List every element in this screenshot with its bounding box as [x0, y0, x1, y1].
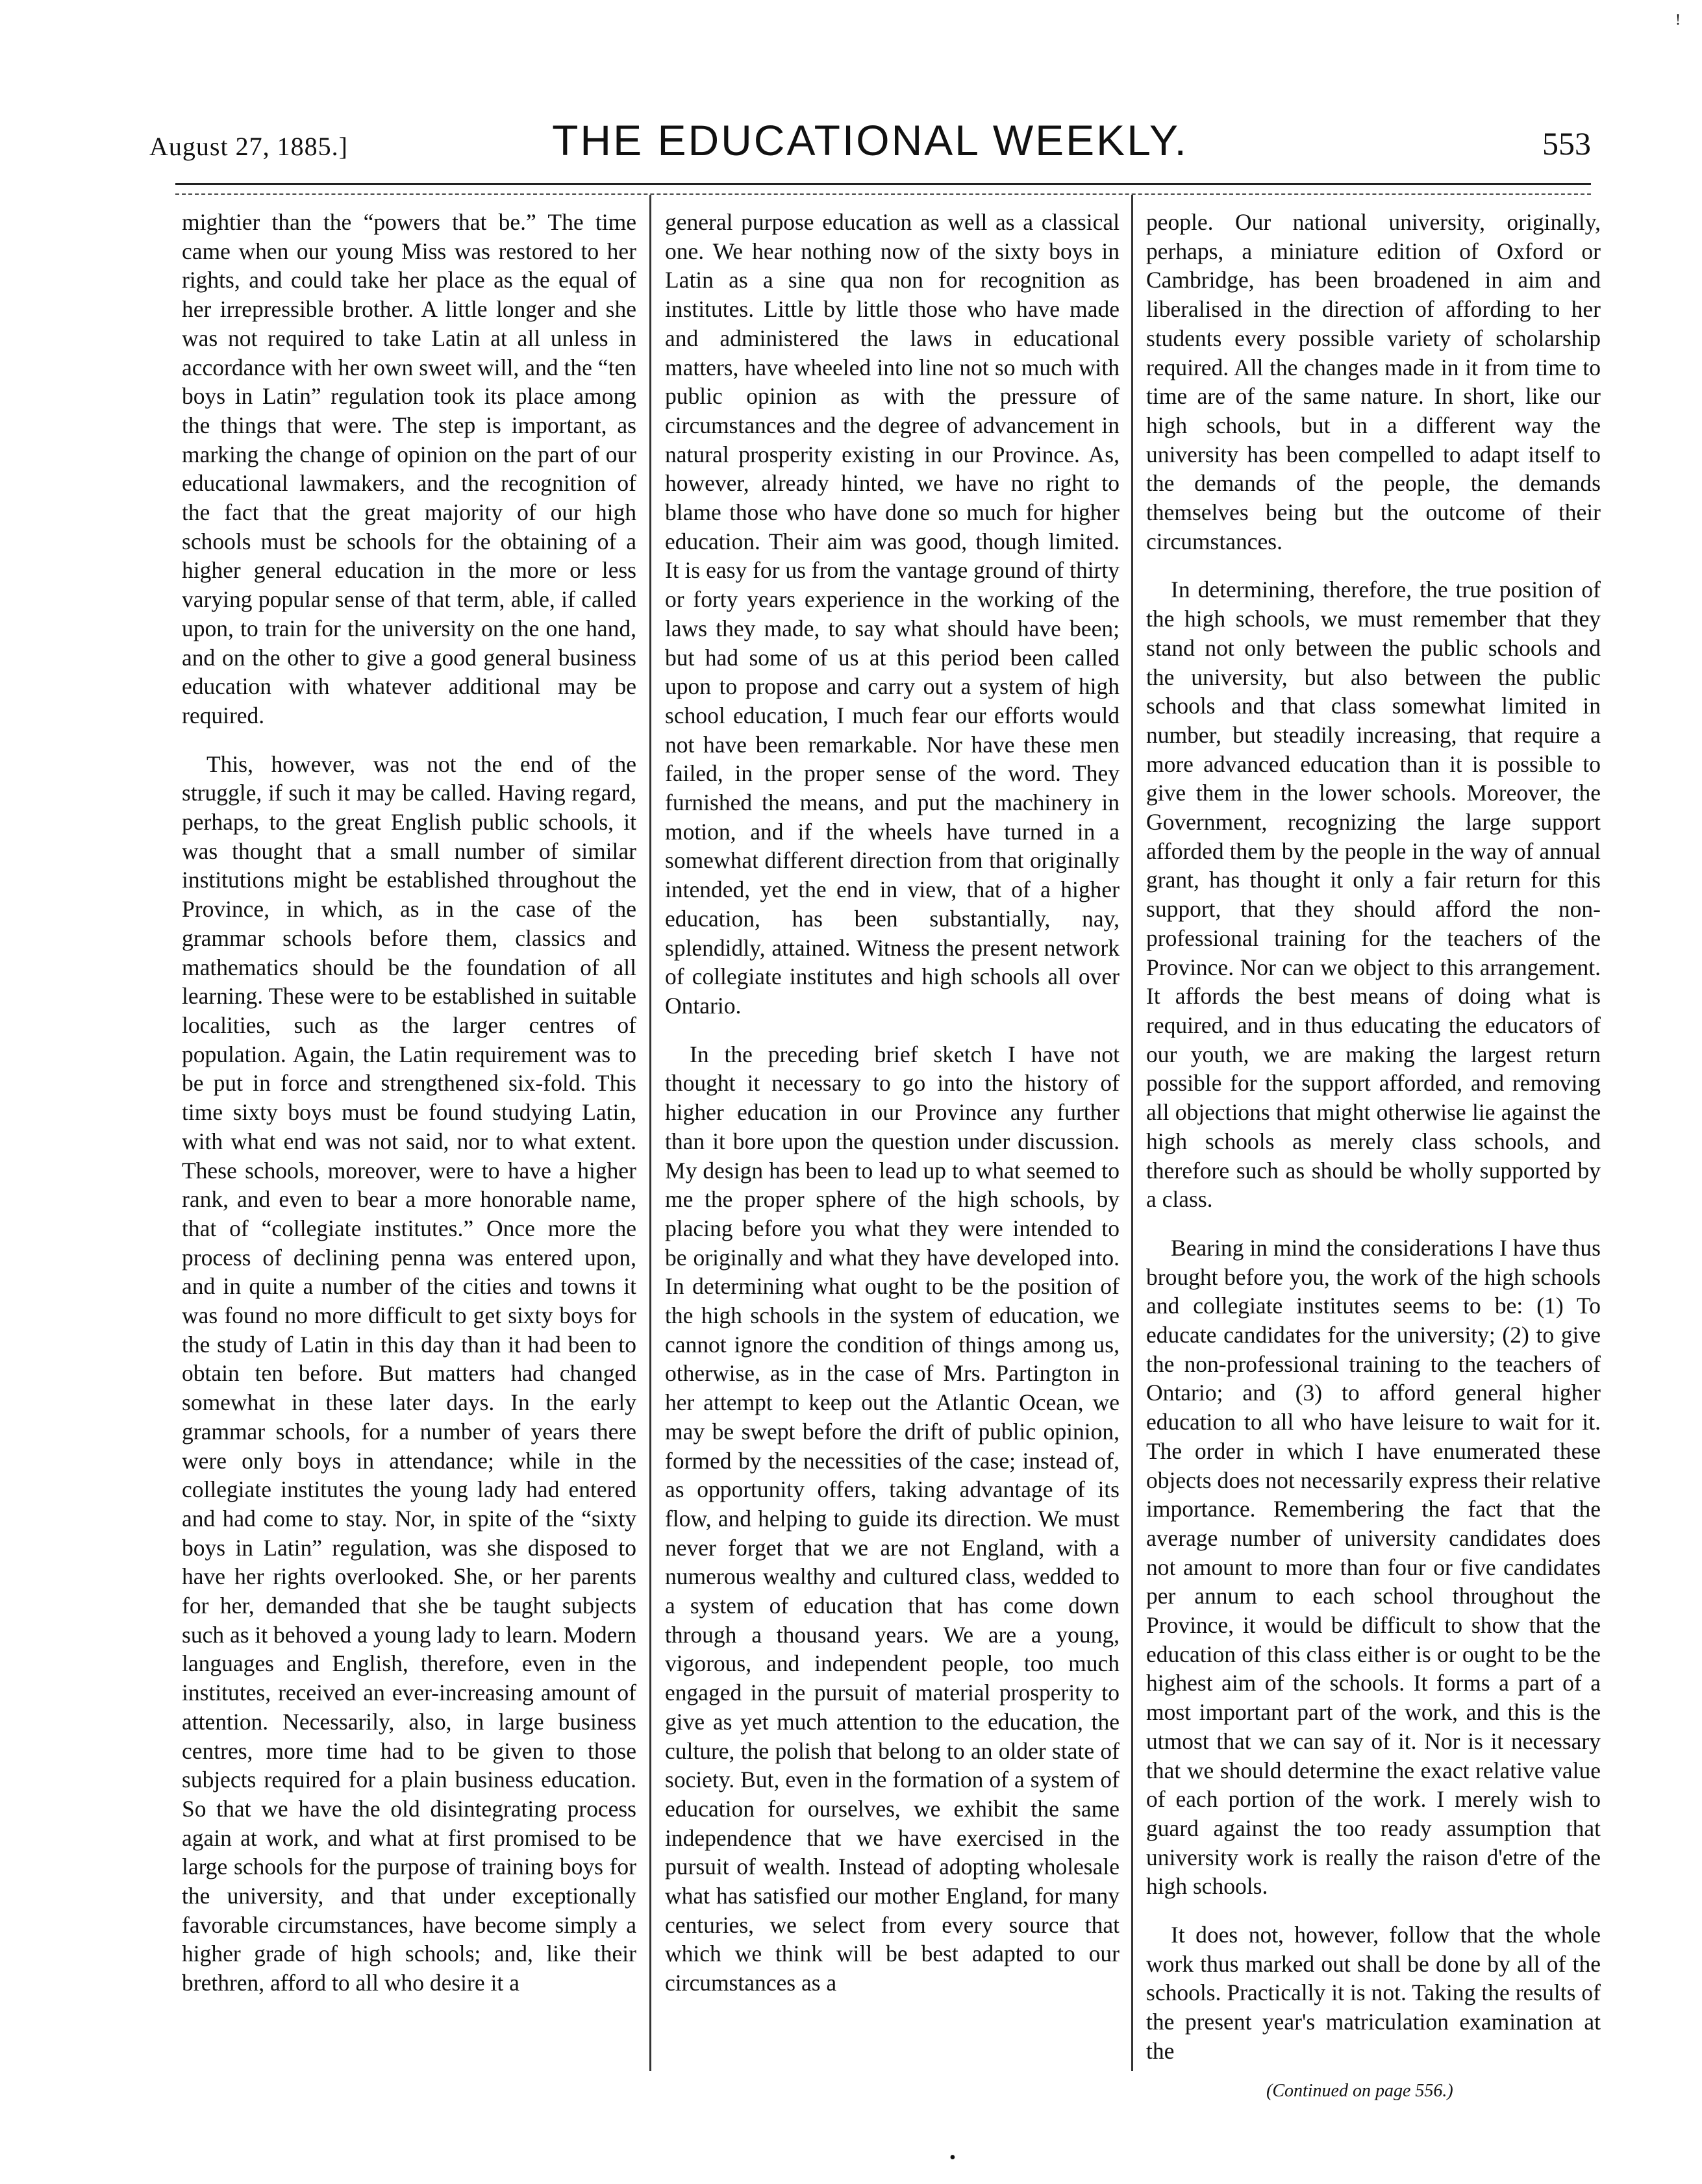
header-rule: [175, 183, 1591, 185]
paragraph: mightier than the “powers that be.” The time came when our young Miss was restored to her rights, and could take her place as the equal of her irrepressible brother. A little longer and she was not required to take Latin at all unless in accordance with her own sweet will, and the “ten boys in Latin” regulation took its place among the things that were. The step is important, as marking the change of opinion on the part of our educational lawmakers, and the recognition of the fact that the great majority of our high schools must be schools for the obtaining of a higher general education in the more or less varying popular sense of that term, able, if called upon, to train for the university on the one hand, and on the other to give a good general business education with whatever additional may be required.: [182, 209, 636, 728]
paragraph: It does not, however, follow that the whole work thus marked out shall be done by all of the schools. Practically it is not. Taking the results of the present year's matriculation examination at the: [1146, 1922, 1601, 2064]
print-speck: •: [949, 2148, 956, 2168]
column-divider: [1131, 195, 1133, 2071]
paragraph: This, however, was not the end of the struggle, if such it may be called. Having regard, perhaps, to the great English public schools, it was thought that a small number of similar institutions might be established throughout the Province, in which, as in the case of the grammar schools before them, classics and mathematics should be the foundation of all learning. These were to be established in suitable localities, such as the larger centres of population. Again, the Latin requirement was to be put in force and strengthened six-fold. This time sixty boys must be found studying Latin, with what end was not said, nor to what extent. These schools, moreover, were to have a higher rank, and even to bear a more honorable name, that of “collegiate institutes.” Once more the process of declining penna was entered upon, and in quite a number of the cities and towns it was found no more difficult to get sixty boys for the study of Latin in this day than it had been to obtain ten before. But matters had changed somewhat in these later days. In the early grammar schools, for a number of years there were only boys in attendance; while in the collegiate institutes the young lady had entered and had come to stay. Nor, in spite of the “sixty boys in Latin” regulation, was she disposed to have her rights overlooked. She, or her parents for her, demanded that she be taught subjects such as it behoved a young lady to learn. Modern languages and English, therefore, even in the institutes, received an ever-increasing amount of attention. Necessarily, also, in large business centres, more time had to be given to those subjects required for a plain business education. So that we have the old disintegrating process again at work, and what at first promised to be large schools for the purpose of training boys for the university, and that under exceptionally favorable circumstances, have become simply a higher grade of high schools; and, like their brethren, afford to all who desire it a: [182, 751, 636, 1996]
issue-date: August 27, 1885.]: [149, 132, 348, 161]
corner-mark: !: [1675, 12, 1681, 29]
paragraph: people. Our national university, originally, perhaps, a miniature edition of Oxford or Cambridge, has been broadened in aim and liberalised in the direction of affording to her students every possible variety of scholarship required. All the changes made in it from time to time are of the same nature. In short, like our high schools, but in a different way the university has been compelled to adapt itself to the demands of the people, the demands themselves being but the outcome of their circumstances.: [1146, 209, 1601, 554]
journal-title: THE EDUCATIONAL WEEKLY.: [552, 116, 1188, 164]
paragraph: In the preceding brief sketch I have not thought it necessary to go into the history of higher education in our Province any further than it bore upon the question under discussion. My design has been to lead up to what seemed to me the proper sphere of the high schools, by placing before you what they were intended to be originally and what they have developed into. In determining what ought to be the position of the high schools in the system of education, we cannot ignore the condition of things among us, otherwise, as in the case of Mrs. Partington in her attempt to keep out the Atlantic Ocean, we may be swept before the drift of public opinion, formed by the necessities of the case; instead of, as opportunity offers, taking advantage of its flow, and helping to guide its direction. We must never forget that we are not England, with a numerous wealthy and cultured class, wedded to a system of education that has come down through a thousand years. We are a young, vigorous, and independent people, too much engaged in the pursuit of material prosperity to give as yet much attention to the education, the culture, the polish that belong to an older state of society. But, even in the formation of a system of education for ourselves, we exhibit the same independence that we have exercised in the pursuit of wealth. Instead of adopting wholesale what has satisfied our mother England, for many centuries, we select from every source that which we think will be best adapted to our circumstances as a: [665, 1041, 1120, 1996]
text-column-2: [665, 208, 1120, 2017]
paragraph: In determining, therefore, the true position of the high schools, we must remember that they stand not only between the public schools and the university, but also between the public schools and that class somewhat limited in number, but steadily increasing, that require a more advanced education than it is possible to give them in the lower schools. Moreover, the Government, recognizing the large support afforded them by the people in the way of annual grant, has thought it only a fair return for this support, that they should afford the non-professional training for the teachers of the Province. Nor can we object to this arrangement. It affords the best means of doing what is required, and in thus educating the educators of our youth, we are making the largest return possible for the support afforded, and removing all objections that might otherwise lie against the high schools as merely class schools, and therefore such as should be wholly supported by a class.: [1146, 577, 1601, 1213]
paragraph: general purpose education as well as a classical one. We hear nothing now of the sixty boys in Latin as a sine qua non for recognition as institutes. Little by little those who have made and administered the laws in educational matters, have wheeled into line not so much with public opinion as with the pressure of circumstances and the degree of advancement in natural prosperity existing in our Province. As, however, already hinted, we have no right to blame those who have done so much for higher education. Their aim was good, though limited. It is easy for us from the vantage ground of thirty or forty years experience in the working of the laws they made, to say what should have been; but had some of us at this period been called upon to propose and carry out a system of high school education, I much fear our efforts would not have been remarkable. Nor have these men failed, in the proper sense of the word. They furnished the means, and put the machinery in motion, and if the wheels have turned in a somewhat different direction from that originally intended, yet the end in view, that of a higher education, has been substantially, nay, splendidly, attained. Witness the present network of collegiate institutes and high schools all over Ontario.: [665, 209, 1120, 1019]
header-rule-dashed: [175, 193, 1591, 195]
column-divider: [649, 195, 651, 2071]
continued-note: (Continued on page 556.): [1266, 2081, 1453, 2101]
page-header: [149, 116, 1591, 174]
paragraph: Bearing in mind the considerations I have thus brought before you, the work of the high schools and collegiate institutes seems to be: (1) To educate candidates for the university; (2) to give the non-professional training to the teachers of Ontario; and (3) to afford general higher education to all who have leisure to wait for it. The order in which I have enumerated these objects does not necessarily express their relative importance. Remembering the fact that the average number of university candidates does not amount to more than four or five candidates per annum to each school throughout the Province, it would be difficult to show that the education of this class either is or ought to be the highest aim of the schools. It forms a part of a most important part of the work, and this is the utmost that we can say of it. Nor is it necessary that we should determine the exact relative value of each portion of the work. I merely wish to guard against the too ready assumption that university work is really the raison d'etre of the high schools.: [1146, 1234, 1601, 1900]
text-column-1: [182, 208, 636, 2017]
page-number: 553: [1542, 125, 1591, 162]
text-column-3: [1146, 208, 1601, 2085]
